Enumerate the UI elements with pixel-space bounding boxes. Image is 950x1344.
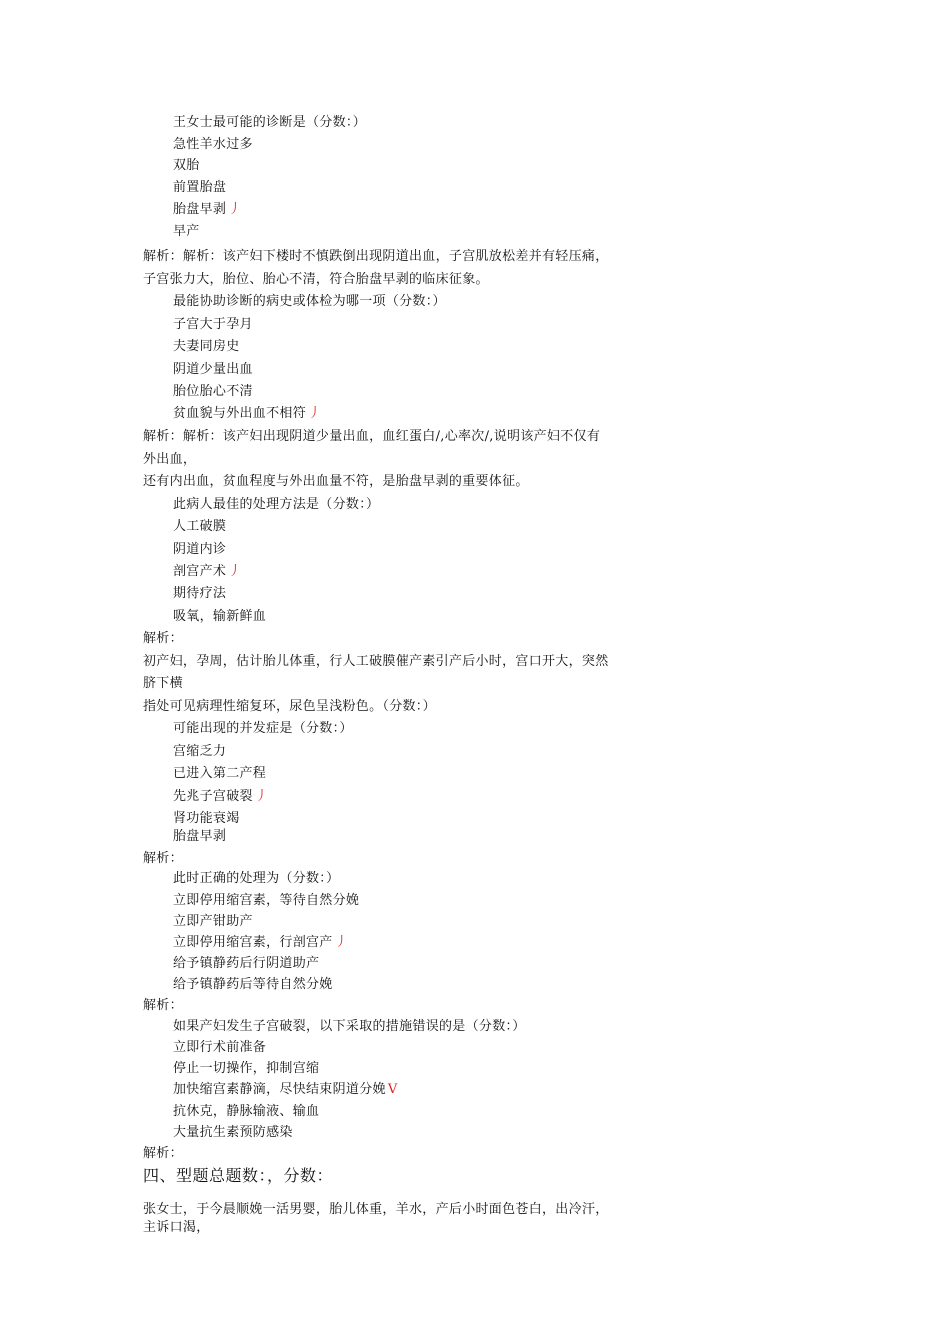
q5-option-3 xyxy=(173,934,348,952)
q2-option-5-text: 贫血貌与外出血不相符 xyxy=(173,406,307,421)
q6-option-4: 抗休克，静脉输液、输血 xyxy=(173,1104,320,1119)
case3-line-1: 张女士，于今晨顺娩一活男婴，胎儿体重，羊水，产后小时面色苍白，出冷汗， xyxy=(143,1202,609,1217)
q2-answer-mark: 丿 xyxy=(308,406,322,421)
q3-option-5: 吸氧，输新鲜血 xyxy=(173,609,267,624)
q3-option-4: 期待疗法 xyxy=(173,586,227,601)
q3-option-3 xyxy=(173,563,242,581)
q6-option-5: 大量抗生素预防感染 xyxy=(173,1125,293,1140)
section-heading: 四、型题总题数：，分数： xyxy=(143,1166,334,1185)
q4-option-2: 已进入第二产程 xyxy=(173,766,267,781)
q2-stem: 最能协助诊断的病史或体检为哪一项（分数：） xyxy=(173,294,446,309)
q2-analysis-line-3: 还有内出血，贫血程度与外出血量不符，是胎盘早剥的重要体征。 xyxy=(143,474,529,489)
q2-option-3: 阴道少量出血 xyxy=(173,362,253,377)
q5-option-3-text: 立即停用缩宫素，行剖宫产 xyxy=(173,935,333,950)
q6-stem: 如果产妇发生子宫破裂，以下采取的措施错误的是（分数：） xyxy=(173,1019,526,1034)
q3-option-2: 阴道内诊 xyxy=(173,542,227,557)
q4-analysis: 解析： xyxy=(143,851,183,866)
q5-answer-mark: 丿 xyxy=(334,935,348,950)
q4-option-5: 胎盘早剥 xyxy=(173,829,227,844)
q1-option-4 xyxy=(173,201,242,219)
q1-analysis-line-2: 子宫张力大，胎位、胎心不清，符合胎盘早剥的临床征象。 xyxy=(143,272,489,287)
q1-stem: 王女士最可能的诊断是（分数：） xyxy=(173,115,367,130)
q5-analysis: 解析： xyxy=(143,998,183,1013)
q5-option-1: 立即停用缩宫素，等待自然分娩 xyxy=(173,893,360,908)
q4-option-3 xyxy=(173,788,268,806)
q5-stem: 此时正确的处理为（分数：） xyxy=(173,871,340,886)
q2-analysis-line-2: 外出血， xyxy=(143,452,197,467)
q3-option-3-text: 剖宫产术 xyxy=(173,564,227,579)
q4-option-4: 肾功能衰竭 xyxy=(173,811,240,826)
q6-answer-mark: V xyxy=(387,1082,398,1097)
q1-option-5: 早产 xyxy=(173,224,200,239)
q2-option-1: 子宫大于孕月 xyxy=(173,317,253,332)
q6-analysis: 解析： xyxy=(143,1146,183,1161)
case2-line-2: 脐下横 xyxy=(143,676,183,691)
case2-line-3: 指处可见病理性缩复环，尿色呈浅粉色。（分数：） xyxy=(143,699,436,714)
q3-analysis: 解析： xyxy=(143,631,183,646)
q4-option-1: 宫缩乏力 xyxy=(173,744,227,759)
q4-stem: 可能出现的并发症是（分数：） xyxy=(173,721,353,736)
q4-answer-mark: 丿 xyxy=(254,789,269,804)
q1-option-1: 急性羊水过多 xyxy=(173,137,253,152)
q1-analysis-line-1: 解析：解析：该产妇下楼时不慎跌倒出现阴道出血，子宫肌放松差并有轻压痛， xyxy=(143,249,609,264)
q1-option-3: 前置胎盘 xyxy=(173,180,227,195)
case3-line-2: 主诉口渴， xyxy=(143,1220,210,1235)
q3-option-1: 人工破膜 xyxy=(173,519,227,534)
q5-option-2: 立即产钳助产 xyxy=(173,914,253,929)
q1-option-2: 双胎 xyxy=(173,158,200,173)
q5-option-4: 给予镇静药后行阴道助产 xyxy=(173,956,320,971)
q2-analysis-line-1: 解析：解析：该产妇出现阴道少量出血，血红蛋白/,心率次/,说明该产妇不仅有 xyxy=(143,429,601,444)
q3-stem: 此病人最佳的处理方法是（分数：） xyxy=(173,497,380,512)
q4-option-3-text: 先兆子宫破裂 xyxy=(173,789,253,804)
q6-option-3-text: 加快缩宫素静滴，尽快结束阴道分娩 xyxy=(173,1082,386,1097)
q6-option-3 xyxy=(173,1081,398,1099)
q5-option-5: 给予镇静药后等待自然分娩 xyxy=(173,977,333,992)
q3-answer-mark: 丿 xyxy=(228,564,242,579)
q2-option-5 xyxy=(173,405,321,423)
q6-option-2: 停止一切操作，抑制宫缩 xyxy=(173,1061,320,1076)
q1-answer-mark: 丿 xyxy=(228,202,242,217)
q1-option-4-text: 胎盘早剥 xyxy=(173,202,227,217)
q2-option-4: 胎位胎心不清 xyxy=(173,384,253,399)
q2-option-2: 夫妻同房史 xyxy=(173,339,240,354)
q6-option-1: 立即行术前准备 xyxy=(173,1040,267,1055)
case2-line-1: 初产妇，孕周，估计胎儿体重，行人工破膜催产素引产后小时，宫口开大，突然 xyxy=(143,654,609,669)
